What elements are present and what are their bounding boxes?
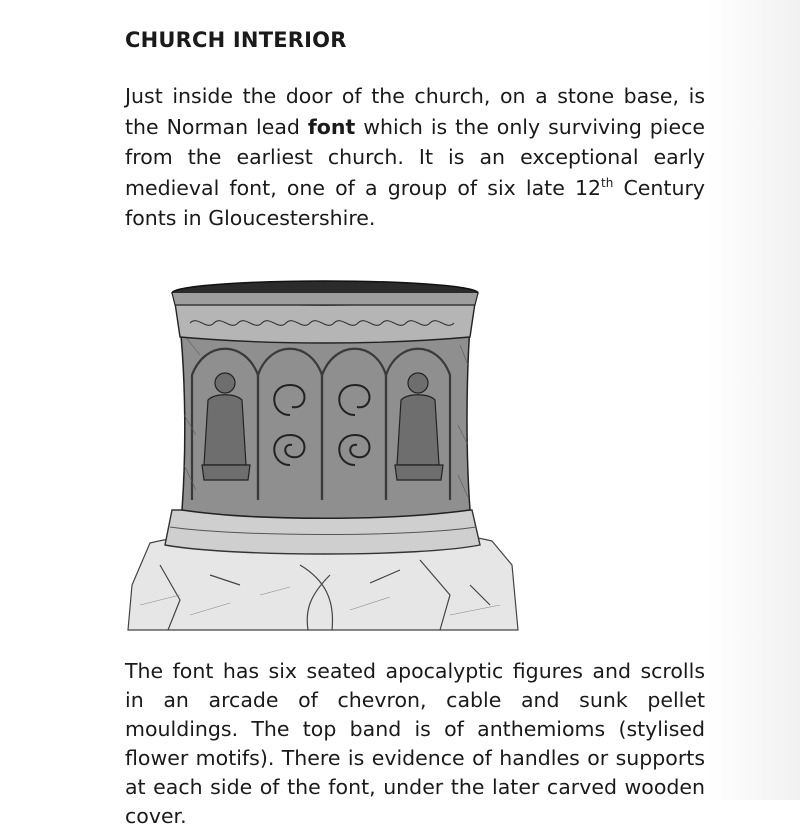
intro-paragraph (125, 81, 705, 234)
font-sketch-illustration (120, 265, 530, 645)
page-edge-shadow (708, 0, 800, 800)
top-band (175, 303, 475, 343)
font-bowl (180, 325, 470, 518)
description-paragraph: The font has six seated apocalyptic figures and scrolls in an arcade of chevron, cable and sunk pellet mouldings. The top band is of anthemioms (stylised flower motifs). There is evidence of handles or supports at each side of the font, under the later carved wooden cover. (125, 659, 705, 828)
section-heading: CHURCH INTERIOR (125, 28, 347, 52)
ordinal-suffix: th (601, 175, 614, 190)
bold-term: font (307, 114, 356, 139)
intro-text-middle: which is the only surviving piece from the earliest church. It is an exceptional early medieval font, one of a group of six late 12 (125, 114, 705, 200)
intro-text-end: Century fonts in Gloucestershire. (125, 175, 705, 230)
intro-text-start: Just inside the door of the church, on a stone base, is the Norman lead (125, 84, 705, 139)
